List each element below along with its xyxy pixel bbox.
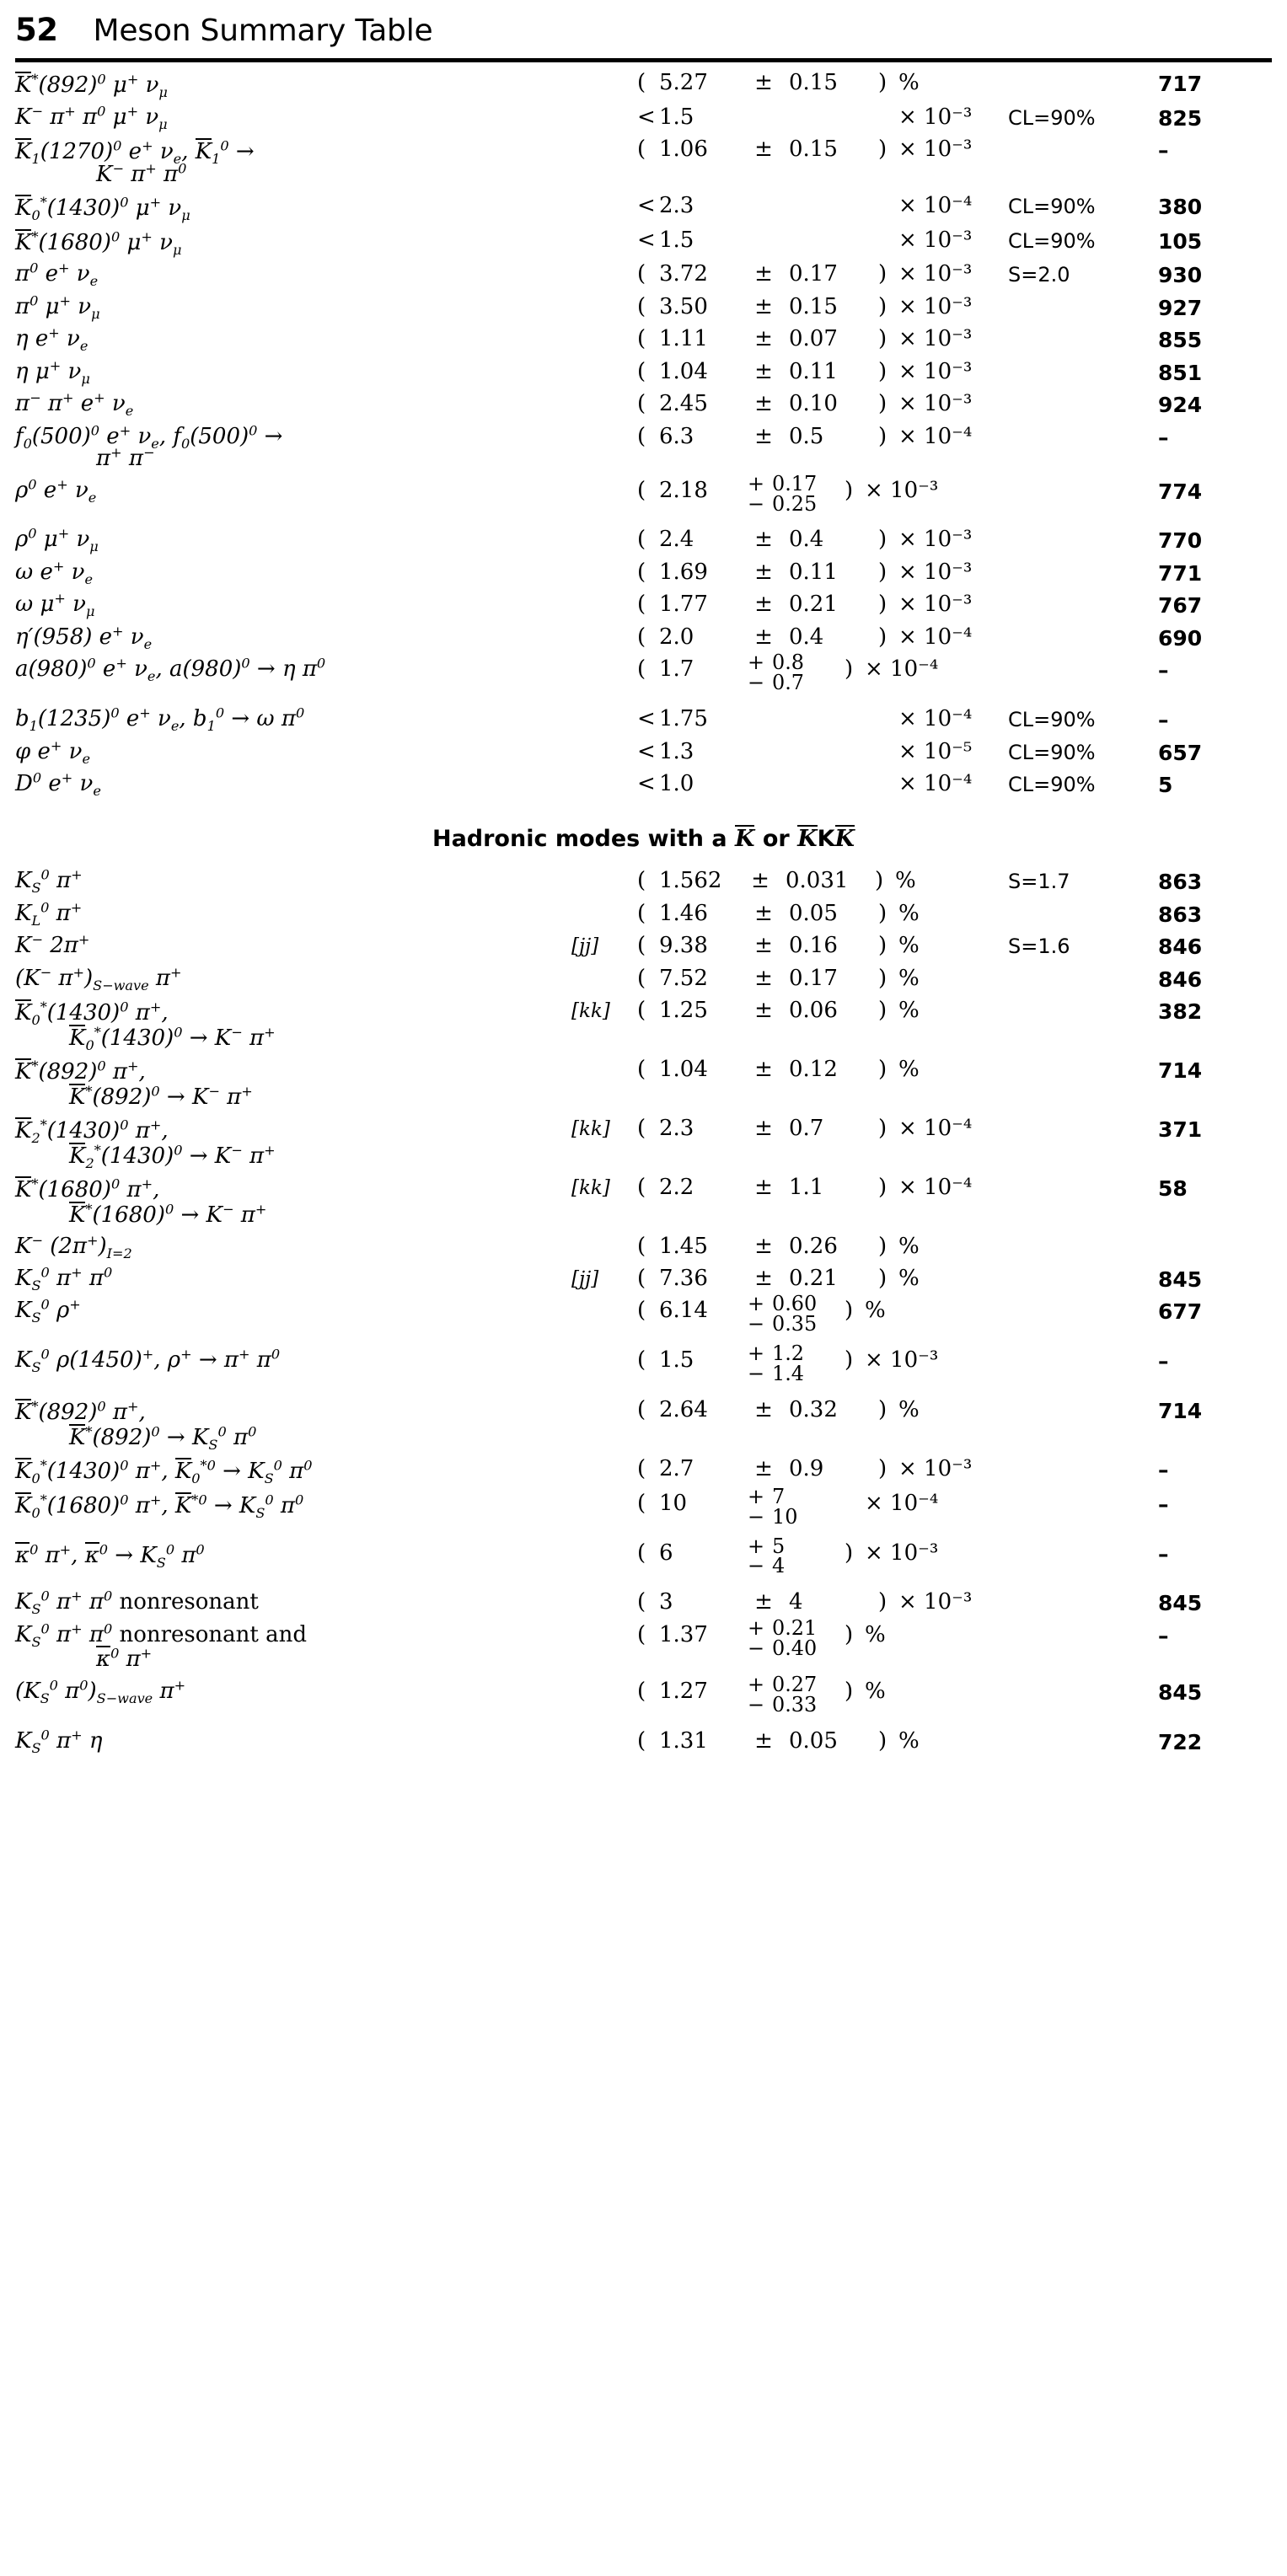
branching-fraction-value: ( 1.37 + 0.21 − 0.40 ) % xyxy=(637,1615,886,1660)
confidence-or-scale-factor: CL=90% xyxy=(1008,708,1096,732)
momentum-value: 380 xyxy=(1158,195,1203,220)
branching-fraction-value: ( 2.45 ± 0.10 ) × 10⁻³ xyxy=(637,391,973,417)
table-row xyxy=(15,584,1272,617)
momentum-value: 855 xyxy=(1158,328,1203,353)
footnote-tag xyxy=(571,1671,637,1721)
decay-mode-label: $\pi^0$ e+ $\nu_e$ xyxy=(15,260,99,290)
footnote-tag xyxy=(571,1290,637,1340)
decay-mode-label: $K^*(1680)^0$ π+, $K^*(1680)^0 \to K^-$ π+ xyxy=(15,1176,267,1228)
footnote-tag xyxy=(571,699,637,731)
branching-fraction-value: ( 2.2 ± 1.1 ) × 10⁻⁴ xyxy=(637,1175,973,1201)
branching-fraction-value: < 2.3 × 10⁻⁴ xyxy=(637,193,973,219)
confidence-or-scale-factor xyxy=(1008,1615,1158,1671)
footnote-tag xyxy=(571,254,637,287)
confidence-or-scale-factor xyxy=(1008,552,1158,585)
confidence-or-scale-factor: CL=90% xyxy=(1008,773,1096,797)
branching-fraction-value: ( 1.562 ± 0.031 ) % xyxy=(637,868,916,894)
branching-fraction-value: < 1.5 × 10⁻³ xyxy=(637,104,973,130)
momentum-value: 5 xyxy=(1158,773,1173,798)
decay-mode-label: $K_S^0$ π+ $\pi^0$ nonresonant xyxy=(15,1588,259,1618)
confidence-or-scale-factor xyxy=(1008,1721,1158,1754)
momentum-value: 846 xyxy=(1158,935,1203,960)
momentum-value: 677 xyxy=(1158,1299,1203,1325)
table-row xyxy=(15,1671,1272,1721)
momentum-value: 846 xyxy=(1158,967,1203,992)
branching-fraction-value: ( 3 ± 4 ) × 10⁻³ xyxy=(637,1589,973,1615)
momentum-value: 58 xyxy=(1158,1176,1188,1202)
momentum-value: 863 xyxy=(1158,870,1203,895)
decay-mode-label: $\kappa^0$ π+, $\kappa^0 \to K_S^0$ $\pi^0$ xyxy=(15,1540,205,1571)
section-header-row xyxy=(15,796,1272,861)
momentum-value: 657 xyxy=(1158,740,1203,765)
decay-mode-label: $K_S^0$ π+ $\pi^0$ nonresonant and $\kappa^0$ π+ xyxy=(15,1620,308,1673)
decay-mode-label: $\rho^0$ e+ $\nu_e$ xyxy=(15,475,97,506)
decay-mode-label: $K^*(1680)^0$ μ+ $\nu_\mu$ xyxy=(15,228,182,258)
table-row xyxy=(15,1483,1272,1533)
confidence-or-scale-factor xyxy=(1008,319,1158,351)
table-row xyxy=(15,1226,1272,1258)
decay-mode-label: $K^*(892)^0$ π+, $K^*(892)^0 \to K^-$ π+ xyxy=(15,1058,253,1110)
momentum-value: 105 xyxy=(1158,228,1203,254)
footnote-tag xyxy=(571,519,637,552)
table-row xyxy=(15,552,1272,585)
table-row xyxy=(15,470,1272,520)
footnote-tag xyxy=(571,383,637,416)
confidence-or-scale-factor xyxy=(1008,383,1158,416)
momentum-value: 770 xyxy=(1158,528,1203,554)
table-row xyxy=(15,1390,1272,1449)
footnote-tag: [kk] xyxy=(571,1177,610,1200)
footnote-tag: [kk] xyxy=(571,1000,610,1023)
confidence-or-scale-factor xyxy=(1008,416,1158,470)
table-row xyxy=(15,185,1272,220)
decay-mode-label: $K_0^*(1430)^0$ π+, $K_0^{*0} \to K_S^0$ $\pi^0$ xyxy=(15,1457,313,1487)
decay-mode-label: π− π+ e+ $\nu_e$ xyxy=(15,389,134,420)
confidence-or-scale-factor xyxy=(1008,519,1158,552)
footnote-tag xyxy=(571,1615,637,1671)
footnote-tag: [jj] xyxy=(571,1267,599,1290)
table-row xyxy=(15,220,1272,254)
confidence-or-scale-factor xyxy=(1008,617,1158,650)
table-row xyxy=(15,62,1272,97)
footnote-tag: [jj] xyxy=(571,935,599,958)
confidence-or-scale-factor: S=2.0 xyxy=(1008,263,1070,287)
decay-mode-label: η e+ $\nu_e$ xyxy=(15,324,88,355)
decay-mode-label: η′(958) e+ $\nu_e$ xyxy=(15,623,153,653)
footnote-tag xyxy=(571,287,637,319)
table-row xyxy=(15,97,1272,130)
table-row xyxy=(15,383,1272,416)
table-row xyxy=(15,1582,1272,1615)
branching-fraction-value: ( 2.4 ± 0.4 ) × 10⁻³ xyxy=(637,527,973,553)
branching-fraction-value: ( 1.04 ± 0.12 ) % xyxy=(637,1057,920,1083)
branching-fraction-value: ( 1.77 ± 0.21 ) × 10⁻³ xyxy=(637,592,973,618)
table-row xyxy=(15,731,1272,764)
momentum-value: – xyxy=(1158,1541,1169,1566)
decay-mode-label: $K_0^*(1430)^0$ μ+ $\nu_\mu$ xyxy=(15,194,190,224)
decay-mode-label: $D^0$ e+ $\nu_e$ xyxy=(15,769,101,800)
decay-mode-label: K− $(2\pi^+)_{I=2}$ xyxy=(15,1232,132,1262)
confidence-or-scale-factor xyxy=(1008,1390,1158,1449)
branching-fraction-value: ( 3.50 ± 0.15 ) × 10⁻³ xyxy=(637,293,973,319)
confidence-or-scale-factor xyxy=(1008,1258,1158,1291)
branching-fraction-value: ( 1.27 + 0.27 − 0.33 ) % xyxy=(637,1672,886,1716)
branching-fraction-value: < 1.3 × 10⁻⁵ xyxy=(637,738,973,764)
confidence-or-scale-factor xyxy=(1008,584,1158,617)
decay-mode-label: $K_L^0$ π+ xyxy=(15,899,83,929)
table-row xyxy=(15,1721,1272,1754)
decay-mode-label: $K_1(1270)^0$ e+ $\nu_e$, $K_1^0$ → K− π+ $\pi^0$ xyxy=(15,137,255,187)
branching-fraction-value: ( 1.46 ± 0.05 ) % xyxy=(637,900,920,926)
momentum-value: 771 xyxy=(1158,560,1203,586)
momentum-value: 714 xyxy=(1158,1058,1203,1084)
momentum-value: 845 xyxy=(1158,1679,1203,1705)
decay-mode-label: $K_S^0$ π+ η xyxy=(15,1727,103,1756)
table-row xyxy=(15,1615,1272,1671)
branching-fraction-value: ( 9.38 ± 0.16 ) % xyxy=(637,933,920,959)
footnote-tag xyxy=(571,97,637,130)
branching-fraction-value: ( 2.7 ± 0.9 ) × 10⁻³ xyxy=(637,1456,973,1482)
branching-fraction-value: ( 1.69 ± 0.11 ) × 10⁻³ xyxy=(637,559,973,585)
momentum-value: – xyxy=(1158,1623,1169,1648)
branching-fraction-value: ( 10 + 7 − 10 × 10⁻⁴ xyxy=(637,1484,939,1529)
decay-mode-label: K− π+ $\pi^0$ μ+ $\nu_\mu$ xyxy=(15,102,168,132)
table-row xyxy=(15,699,1272,731)
momentum-value: 851 xyxy=(1158,360,1203,385)
branching-fraction-value: ( 1.06 ± 0.15 ) × 10⁻³ xyxy=(637,137,973,163)
table-row xyxy=(15,1340,1272,1390)
branching-fraction-value: ( 5.27 ± 0.15 ) % xyxy=(637,70,920,95)
decay-mode-label: ω e+ $\nu_e$ xyxy=(15,558,93,588)
momentum-value: – xyxy=(1158,658,1169,683)
confidence-or-scale-factor xyxy=(1008,470,1158,520)
branching-fraction-value: ( 2.3 ± 0.7 ) × 10⁻⁴ xyxy=(637,1116,973,1142)
decay-mode-label: $K_S^0$ ρ(1450)+, ρ+ → π+ $\pi^0$ xyxy=(15,1346,281,1376)
momentum-value: 722 xyxy=(1158,1729,1203,1754)
footnote-tag xyxy=(571,893,637,926)
decay-mode-label: $K_0^*(1430)^0$ π+, $K_0^*(1430)^0 \to K^-$ π+ xyxy=(15,999,276,1054)
page-header xyxy=(0,0,1287,48)
footnote-tag xyxy=(571,1582,637,1615)
footnote-tag xyxy=(571,1449,637,1483)
table-row xyxy=(15,519,1272,552)
footnote-tag xyxy=(571,62,637,97)
decay-modes-table xyxy=(15,62,1272,1756)
decay-mode-label: $b_1(1235)^0$ e+ $\nu_e$, $b_1^0 \to \omega$ $\pi^0$ xyxy=(15,704,305,735)
decay-mode-label: $K_S^0$ ρ+ xyxy=(15,1296,81,1326)
branching-fraction-value: ( 2.18 + 0.17 − 0.25 ) × 10⁻³ xyxy=(637,471,939,516)
footnote-tag xyxy=(571,584,637,617)
branching-fraction-value: ( 1.31 ± 0.05 ) % xyxy=(637,1727,920,1754)
table-row xyxy=(15,1167,1272,1226)
momentum-value: 371 xyxy=(1158,1117,1203,1143)
momentum-value: 930 xyxy=(1158,263,1203,288)
momentum-value: – xyxy=(1158,138,1169,163)
table-row xyxy=(15,351,1272,384)
branching-fraction-value: ( 1.25 ± 0.06 ) % xyxy=(637,998,920,1024)
confidence-or-scale-factor xyxy=(1008,1533,1158,1583)
confidence-or-scale-factor: CL=90% xyxy=(1008,740,1096,764)
momentum-value: – xyxy=(1158,1492,1169,1517)
branching-fraction-value: ( 1.11 ± 0.07 ) × 10⁻³ xyxy=(637,326,973,352)
table-row xyxy=(15,319,1272,351)
footnote-tag xyxy=(571,1340,637,1390)
confidence-or-scale-factor xyxy=(1008,351,1158,384)
confidence-or-scale-factor xyxy=(1008,1582,1158,1615)
branching-fraction-value: ( 7.36 ± 0.21 ) % xyxy=(637,1265,920,1291)
confidence-or-scale-factor xyxy=(1008,649,1158,699)
decay-mode-label: $\pi^0$ μ+ $\nu_\mu$ xyxy=(15,292,100,322)
decay-mode-label: $K_S^0$ π+ xyxy=(15,866,83,897)
confidence-or-scale-factor xyxy=(1008,62,1158,97)
momentum-value: 927 xyxy=(1158,295,1203,320)
momentum-value: 845 xyxy=(1158,1591,1203,1616)
momentum-value: – xyxy=(1158,1458,1169,1483)
momentum-value: 714 xyxy=(1158,1399,1203,1424)
confidence-or-scale-factor xyxy=(1008,1290,1158,1340)
branching-fraction-value: < 1.0 × 10⁻⁴ xyxy=(637,771,973,797)
momentum-value: 382 xyxy=(1158,999,1203,1025)
momentum-value: 690 xyxy=(1158,625,1203,651)
table-row xyxy=(15,925,1272,958)
footnote-tag xyxy=(571,1390,637,1449)
momentum-value: – xyxy=(1158,425,1169,450)
decay-mode-label: ($K_S^0$ $\pi^0)_{S-wave}$ π+ xyxy=(15,1677,186,1707)
footnote-tag xyxy=(571,319,637,351)
footnote-tag xyxy=(571,129,637,185)
footnote-tag xyxy=(571,220,637,254)
footnote-tag xyxy=(571,470,637,520)
table-row xyxy=(15,254,1272,287)
momentum-value: 717 xyxy=(1158,72,1203,96)
decay-mode-label: η μ+ $\nu_\mu$ xyxy=(15,356,90,387)
branching-fraction-value: < 1.5 × 10⁻³ xyxy=(637,227,973,253)
table-body xyxy=(15,62,1272,1756)
confidence-or-scale-factor xyxy=(1008,1449,1158,1483)
page-number: 52 xyxy=(15,12,58,48)
branching-fraction-value: ( 1.45 ± 0.26 ) % xyxy=(637,1234,920,1260)
branching-fraction-value: ( 1.04 ± 0.11 ) × 10⁻³ xyxy=(637,358,973,384)
decay-mode-label: $K_0^*(1680)^0$ π+, $K^{*0} \to K_S^0$ $\pi^0$ xyxy=(15,1492,304,1521)
confidence-or-scale-factor xyxy=(1008,1340,1158,1390)
table-row xyxy=(15,1108,1272,1167)
confidence-or-scale-factor xyxy=(1008,893,1158,926)
confidence-or-scale-factor xyxy=(1008,1483,1158,1533)
footnote-tag xyxy=(571,1483,637,1533)
footnote-tag xyxy=(571,731,637,764)
momentum-value: 774 xyxy=(1158,479,1203,504)
table-row xyxy=(15,1049,1272,1108)
momentum-value: – xyxy=(1158,708,1169,733)
decay-mode-label: $K_S^0$ π+ $\pi^0$ xyxy=(15,1264,113,1294)
decay-mode-label: $K^*(892)^0$ μ+ $\nu_\mu$ xyxy=(15,71,168,101)
decay-mode-label: $K_2^*(1430)^0$ π+, $K_2^*(1430)^0 \to K^-$ π+ xyxy=(15,1117,276,1172)
footnote-tag xyxy=(571,351,637,384)
table-row xyxy=(15,416,1272,470)
table-row xyxy=(15,763,1272,796)
decay-mode-label: (K− $\pi^+)_{S-wave}$ π+ xyxy=(15,964,182,994)
table-row xyxy=(15,860,1272,893)
branching-fraction-value: ( 3.72 ± 0.17 ) × 10⁻³ xyxy=(637,261,973,287)
footnote-tag xyxy=(571,958,637,991)
branching-fraction-value: ( 1.5 + 1.2 − 1.4 ) × 10⁻³ xyxy=(637,1342,939,1386)
footnote-tag xyxy=(571,416,637,470)
footnote-tag xyxy=(571,1226,637,1258)
decay-mode-label: $a(980)^0$ e+ $\nu_e$, $a(980)^0 \to \eta$ $\pi^0$ xyxy=(15,655,326,685)
branching-fraction-value: ( 6.14 + 0.60 − 0.35 ) % xyxy=(637,1292,886,1336)
confidence-or-scale-factor xyxy=(1008,287,1158,319)
confidence-or-scale-factor xyxy=(1008,958,1158,991)
momentum-value xyxy=(1158,1226,1272,1258)
momentum-value: – xyxy=(1158,1349,1169,1374)
table-row xyxy=(15,617,1272,650)
confidence-or-scale-factor xyxy=(1008,1167,1158,1226)
confidence-or-scale-factor: CL=90% xyxy=(1008,228,1096,253)
footnote-tag xyxy=(571,1049,637,1108)
decay-mode-label: $\rho^0$ μ+ $\nu_\mu$ xyxy=(15,525,99,555)
page-title: Meson Summary Table xyxy=(93,13,433,48)
confidence-or-scale-factor: CL=90% xyxy=(1008,105,1096,130)
branching-fraction-value: < 1.75 × 10⁻⁴ xyxy=(637,706,973,732)
table-row xyxy=(15,990,1272,1049)
footnote-tag xyxy=(571,552,637,585)
confidence-or-scale-factor: S=1.7 xyxy=(1008,870,1070,894)
footnote-tag xyxy=(571,1721,637,1754)
decay-mode-label: K− 2π+ xyxy=(15,931,90,959)
confidence-or-scale-factor xyxy=(1008,129,1158,185)
branching-fraction-value: ( 6 + 5 − 4 ) × 10⁻³ xyxy=(637,1534,939,1578)
branching-fraction-value: ( 2.0 ± 0.4 ) × 10⁻⁴ xyxy=(637,624,973,650)
table-row xyxy=(15,129,1272,185)
footnote-tag xyxy=(571,860,637,893)
momentum-value: 845 xyxy=(1158,1267,1203,1292)
confidence-or-scale-factor xyxy=(1008,1226,1158,1258)
confidence-or-scale-factor: S=1.6 xyxy=(1008,935,1070,959)
table-row xyxy=(15,1290,1272,1340)
footnote-tag xyxy=(571,185,637,220)
decay-mode-label: ω μ+ $\nu_\mu$ xyxy=(15,590,95,620)
confidence-or-scale-factor xyxy=(1008,1671,1158,1721)
momentum-value: 924 xyxy=(1158,393,1203,418)
table-row xyxy=(15,1449,1272,1483)
footnote-tag xyxy=(571,649,637,699)
decay-mode-label: $K^*(892)^0$ π+, $K^*(892)^0 \to K_S^0$ $\pi^0$ xyxy=(15,1398,257,1453)
table-row xyxy=(15,1258,1272,1291)
footnote-tag: [kk] xyxy=(571,1118,610,1141)
confidence-or-scale-factor xyxy=(1008,1049,1158,1108)
branching-fraction-value: ( 1.7 + 0.8 − 0.7 ) × 10⁻⁴ xyxy=(637,651,939,695)
momentum-value: 767 xyxy=(1158,593,1203,619)
table-row xyxy=(15,1533,1272,1583)
branching-fraction-value: ( 6.3 ± 0.5 ) × 10⁻⁴ xyxy=(637,423,973,449)
decay-mode-label: $f_0(500)^0$ e+ $\nu_e$, $f_0(500)^0$ → π+ π− xyxy=(15,421,283,472)
confidence-or-scale-factor xyxy=(1008,1108,1158,1167)
momentum-value: 863 xyxy=(1158,902,1203,927)
momentum-value: 825 xyxy=(1158,105,1203,131)
table-row xyxy=(15,649,1272,699)
footnote-tag xyxy=(571,617,637,650)
footnote-tag xyxy=(571,1533,637,1583)
branching-fraction-value: ( 2.64 ± 0.32 ) % xyxy=(637,1397,920,1423)
branching-fraction-value: ( 7.52 ± 0.17 ) % xyxy=(637,965,920,991)
table-row xyxy=(15,893,1272,926)
section-header-label: Hadronic modes with a K or KKK xyxy=(432,825,855,852)
footnote-tag xyxy=(571,763,637,796)
confidence-or-scale-factor xyxy=(1008,990,1158,1049)
table-row xyxy=(15,287,1272,319)
table-row xyxy=(15,958,1272,991)
confidence-or-scale-factor: CL=90% xyxy=(1008,195,1096,219)
decay-mode-label: φ e+ $\nu_e$ xyxy=(15,737,90,767)
